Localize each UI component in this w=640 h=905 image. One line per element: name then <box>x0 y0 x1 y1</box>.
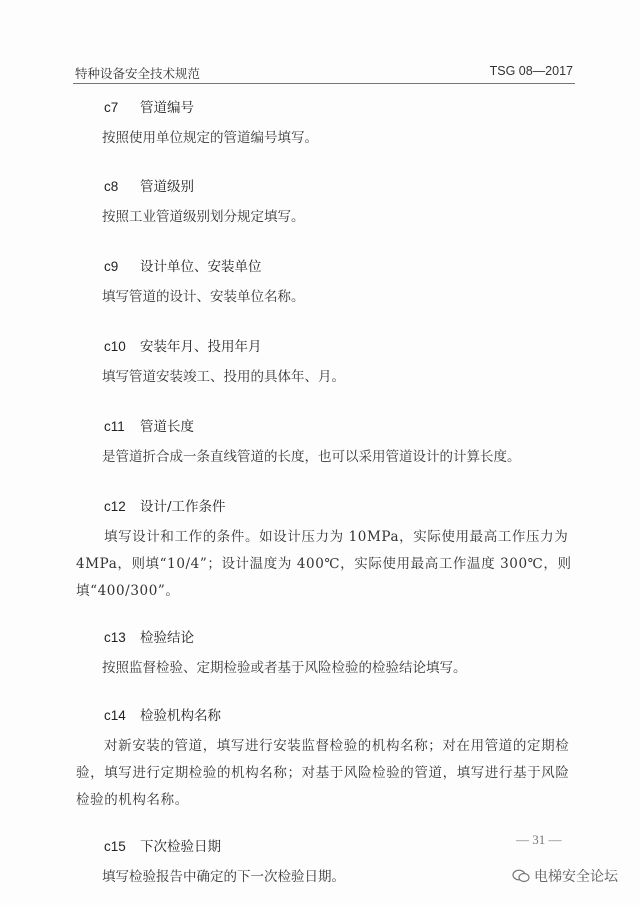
section-paragraph: 填写管道安装竣工、投用的具体年、月。 <box>102 369 345 385</box>
page-number: — 31 — <box>516 832 562 847</box>
header-rule <box>73 83 575 84</box>
section-title: 检验机构名称 <box>140 708 221 724</box>
section-number: c10 <box>104 339 126 354</box>
section-title: 下次检验日期 <box>140 839 221 855</box>
section-paragraph: 填写设计和工作的条件。如设计压力为 10MPa，实际使用最高工作压力为 4MPa，则填“10/4”；设计温度为 400℃，实际使用最高工作温度 300℃，则填“400/300”。 <box>76 529 572 599</box>
page-header-right: TSG 08—2017 <box>489 64 573 78</box>
section-c11 <box>104 418 576 471</box>
section-heading <box>104 258 576 276</box>
section-number: c8 <box>104 179 119 194</box>
chat-bubble-icon <box>512 869 530 883</box>
section-paragraph: 按照工业管道级别划分规定填写。 <box>102 209 305 225</box>
section-title: 安装年月、投用年月 <box>140 339 262 355</box>
section-title: 设计/工作条件 <box>140 499 226 515</box>
section-paragraph: 按照监督检验、定期检验或者基于风险检验的检验结论填写。 <box>102 660 467 676</box>
section-title: 设计单位、安装单位 <box>140 259 262 275</box>
section-heading <box>104 838 576 856</box>
section-heading <box>104 178 576 196</box>
section-heading <box>104 629 576 647</box>
section-c13 <box>104 629 576 682</box>
document-body <box>76 93 576 891</box>
section-c12 <box>76 498 576 605</box>
section-number: c11 <box>104 419 125 434</box>
section-heading <box>104 99 576 117</box>
section-c10 <box>104 338 576 391</box>
section-number: c7 <box>104 100 119 115</box>
section-c14 <box>76 707 576 814</box>
section-number: c9 <box>104 259 119 274</box>
page-header-left: 特种设备安全技术规范 <box>75 66 201 81</box>
watermark <box>512 866 618 886</box>
section-title: 检验结论 <box>140 630 194 646</box>
section-paragraph: 是管道折合成一条直线管道的长度，也可以采用管道设计的计算长度。 <box>102 449 521 465</box>
section-number: c14 <box>104 708 126 723</box>
section-paragraph: 填写管道的设计、安装单位名称。 <box>102 289 305 305</box>
section-paragraph: 按照使用单位规定的管道编号填写。 <box>102 130 318 146</box>
section-heading <box>104 498 576 516</box>
section-paragraph: 对新安装的管道，填写进行安装监督检验的机构名称；对在用管道的定期检验，填写进行定期检验的机构名称；对基于风险检验的管道，填写进行基于风险检验的机构名称。 <box>76 738 570 808</box>
section-heading <box>104 418 576 436</box>
section-number: c15 <box>104 839 126 854</box>
section-c15 <box>104 838 576 891</box>
watermark-text: 电梯安全论坛 <box>534 869 618 885</box>
section-c8 <box>104 178 576 231</box>
section-heading <box>104 707 576 725</box>
section-c9 <box>104 258 576 311</box>
section-title: 管道级别 <box>140 179 194 195</box>
section-title: 管道长度 <box>140 419 194 435</box>
section-heading <box>104 338 576 356</box>
section-number: c12 <box>104 499 126 514</box>
section-paragraph: 填写检验报告中确定的下一次检验日期。 <box>102 869 345 885</box>
section-number: c13 <box>104 630 126 645</box>
section-c7 <box>104 99 576 152</box>
section-title: 管道编号 <box>140 100 194 116</box>
